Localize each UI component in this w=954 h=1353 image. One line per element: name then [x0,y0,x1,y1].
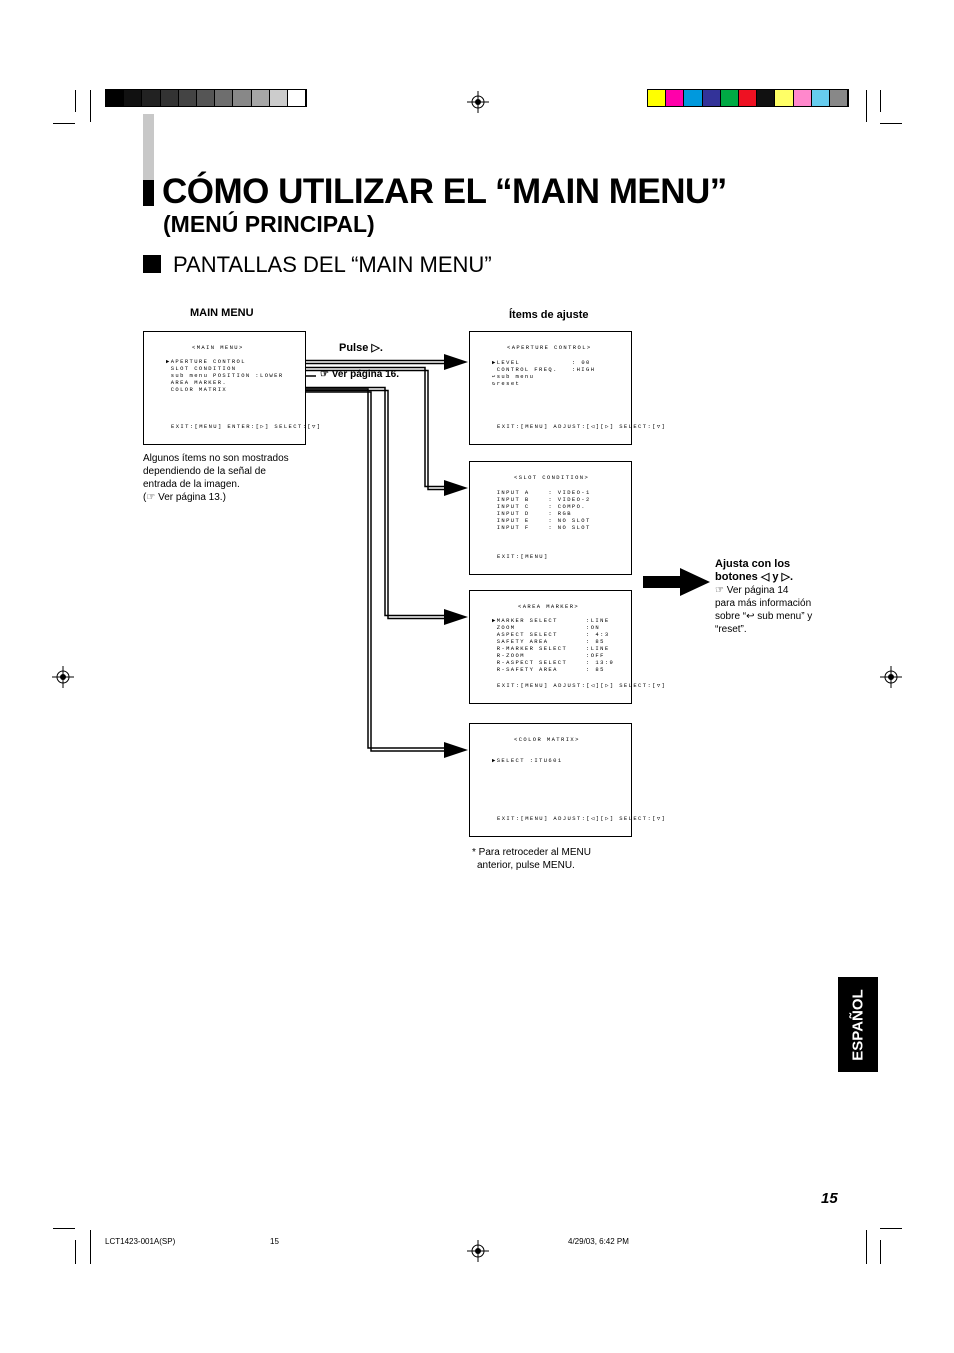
screen-footer: EXIT:[MENU] ADJUST:[◁][▷] SELECT:[▽] [497,423,667,430]
screen-footer: EXIT:[MENU] ENTER:[▷] SELECT:[▽] [171,423,322,430]
menu-line: COLOR MATRIX [166,386,228,393]
menu-line: R-ASPECT SELECT : 13:9 [492,659,615,666]
menu-line: SAFETY AREA : 85 [492,638,605,645]
menu-line: AREA MARKER. [166,379,228,386]
screen-title: <APERTURE CONTROL> [507,344,592,351]
menu-line: ↻reset [492,380,521,387]
page-number: 15 [821,1190,838,1207]
menu-line: ASPECT SELECT : 4:3 [492,631,610,638]
screen-title: <MAIN MENU> [192,344,244,351]
note-bottom: * Para retroceder al MENU anterior, pulse MENU. [472,847,591,871]
items-label: Ítems de ajuste [509,309,589,321]
menu-line: ↩sub menu [492,373,535,380]
screen-footer: EXIT:[MENU] ADJUST:[◁][▷] SELECT:[▽] [497,815,667,822]
slot-condition-screen [469,461,632,575]
menu-line: ▶SELECT :ITU601 [492,757,563,764]
pulse-label: Pulse ▷. [339,342,383,354]
menu-line: SLOT CONDITION [166,365,237,372]
section-title: PANTALLAS DEL “MAIN MENU” [173,252,492,277]
menu-line: INPUT F : NO SLOT [492,524,591,531]
page-subtitle: (MENÚ PRINCIPAL) [163,211,375,237]
note-left: Algunos ítems no son mostrados dependiendo de la señal de entrada de la imagen. (☞ Ver página 13.) [143,453,289,503]
note-right: Ajusta con los botones ◁ y ▷. ☞ Ver página 14 para más información sobre “↩ sub menu” y “reset”. [715,558,813,635]
menu-line: INPUT E : NO SLOT [492,517,591,524]
menu-line: sub menu POSITION :LOWER [166,372,284,379]
aperture-control-screen [469,331,667,445]
language-tab: ESPAÑOL [838,977,878,1072]
menu-line: ZOOM :ON [492,624,601,631]
menu-line: CONTROL FREQ. :HIGH [492,366,596,373]
menu-line: R-ZOOM :OFF [492,652,605,659]
area-marker-screen [469,590,667,704]
main-menu-label: MAIN MENU [190,307,254,319]
menu-line: ▶LEVEL : 00 [492,359,591,366]
main-menu-screen [143,331,322,445]
screen-title: <AREA MARKER> [518,603,580,610]
screen-footer: EXIT:[MENU] [497,553,549,560]
page-title: CÓMO UTILIZAR EL “MAIN MENU” [162,172,727,211]
menu-line: INPUT D : RGB [492,510,572,517]
screen-title: <SLOT CONDITION> [514,474,590,481]
footer-date: 4/29/03, 6:42 PM [568,1237,629,1246]
menu-line: ▶APERTURE CONTROL [166,358,246,365]
screen-footer: EXIT:[MENU] ADJUST:[◁][▷] SELECT:[▽] [497,682,667,689]
menu-line: INPUT A : VIDEO-1 [492,489,591,496]
menu-line: INPUT C : COMPO. [492,503,587,510]
menu-line: R-SAFETY AREA : 85 [492,666,605,673]
color-matrix-screen [469,723,667,837]
menu-line: ▶MARKER SELECT :LINE [492,617,610,624]
screen-title: <COLOR MATRIX> [514,736,580,743]
menu-line: R-MARKER SELECT :LINE [492,645,610,652]
footer-code: LCT1423-001A(SP) [105,1237,176,1246]
ver-pagina-16: ☞ Ver página 16. [320,369,399,380]
menu-line: INPUT B : VIDEO-2 [492,496,591,503]
footer-page: 15 [270,1237,279,1246]
